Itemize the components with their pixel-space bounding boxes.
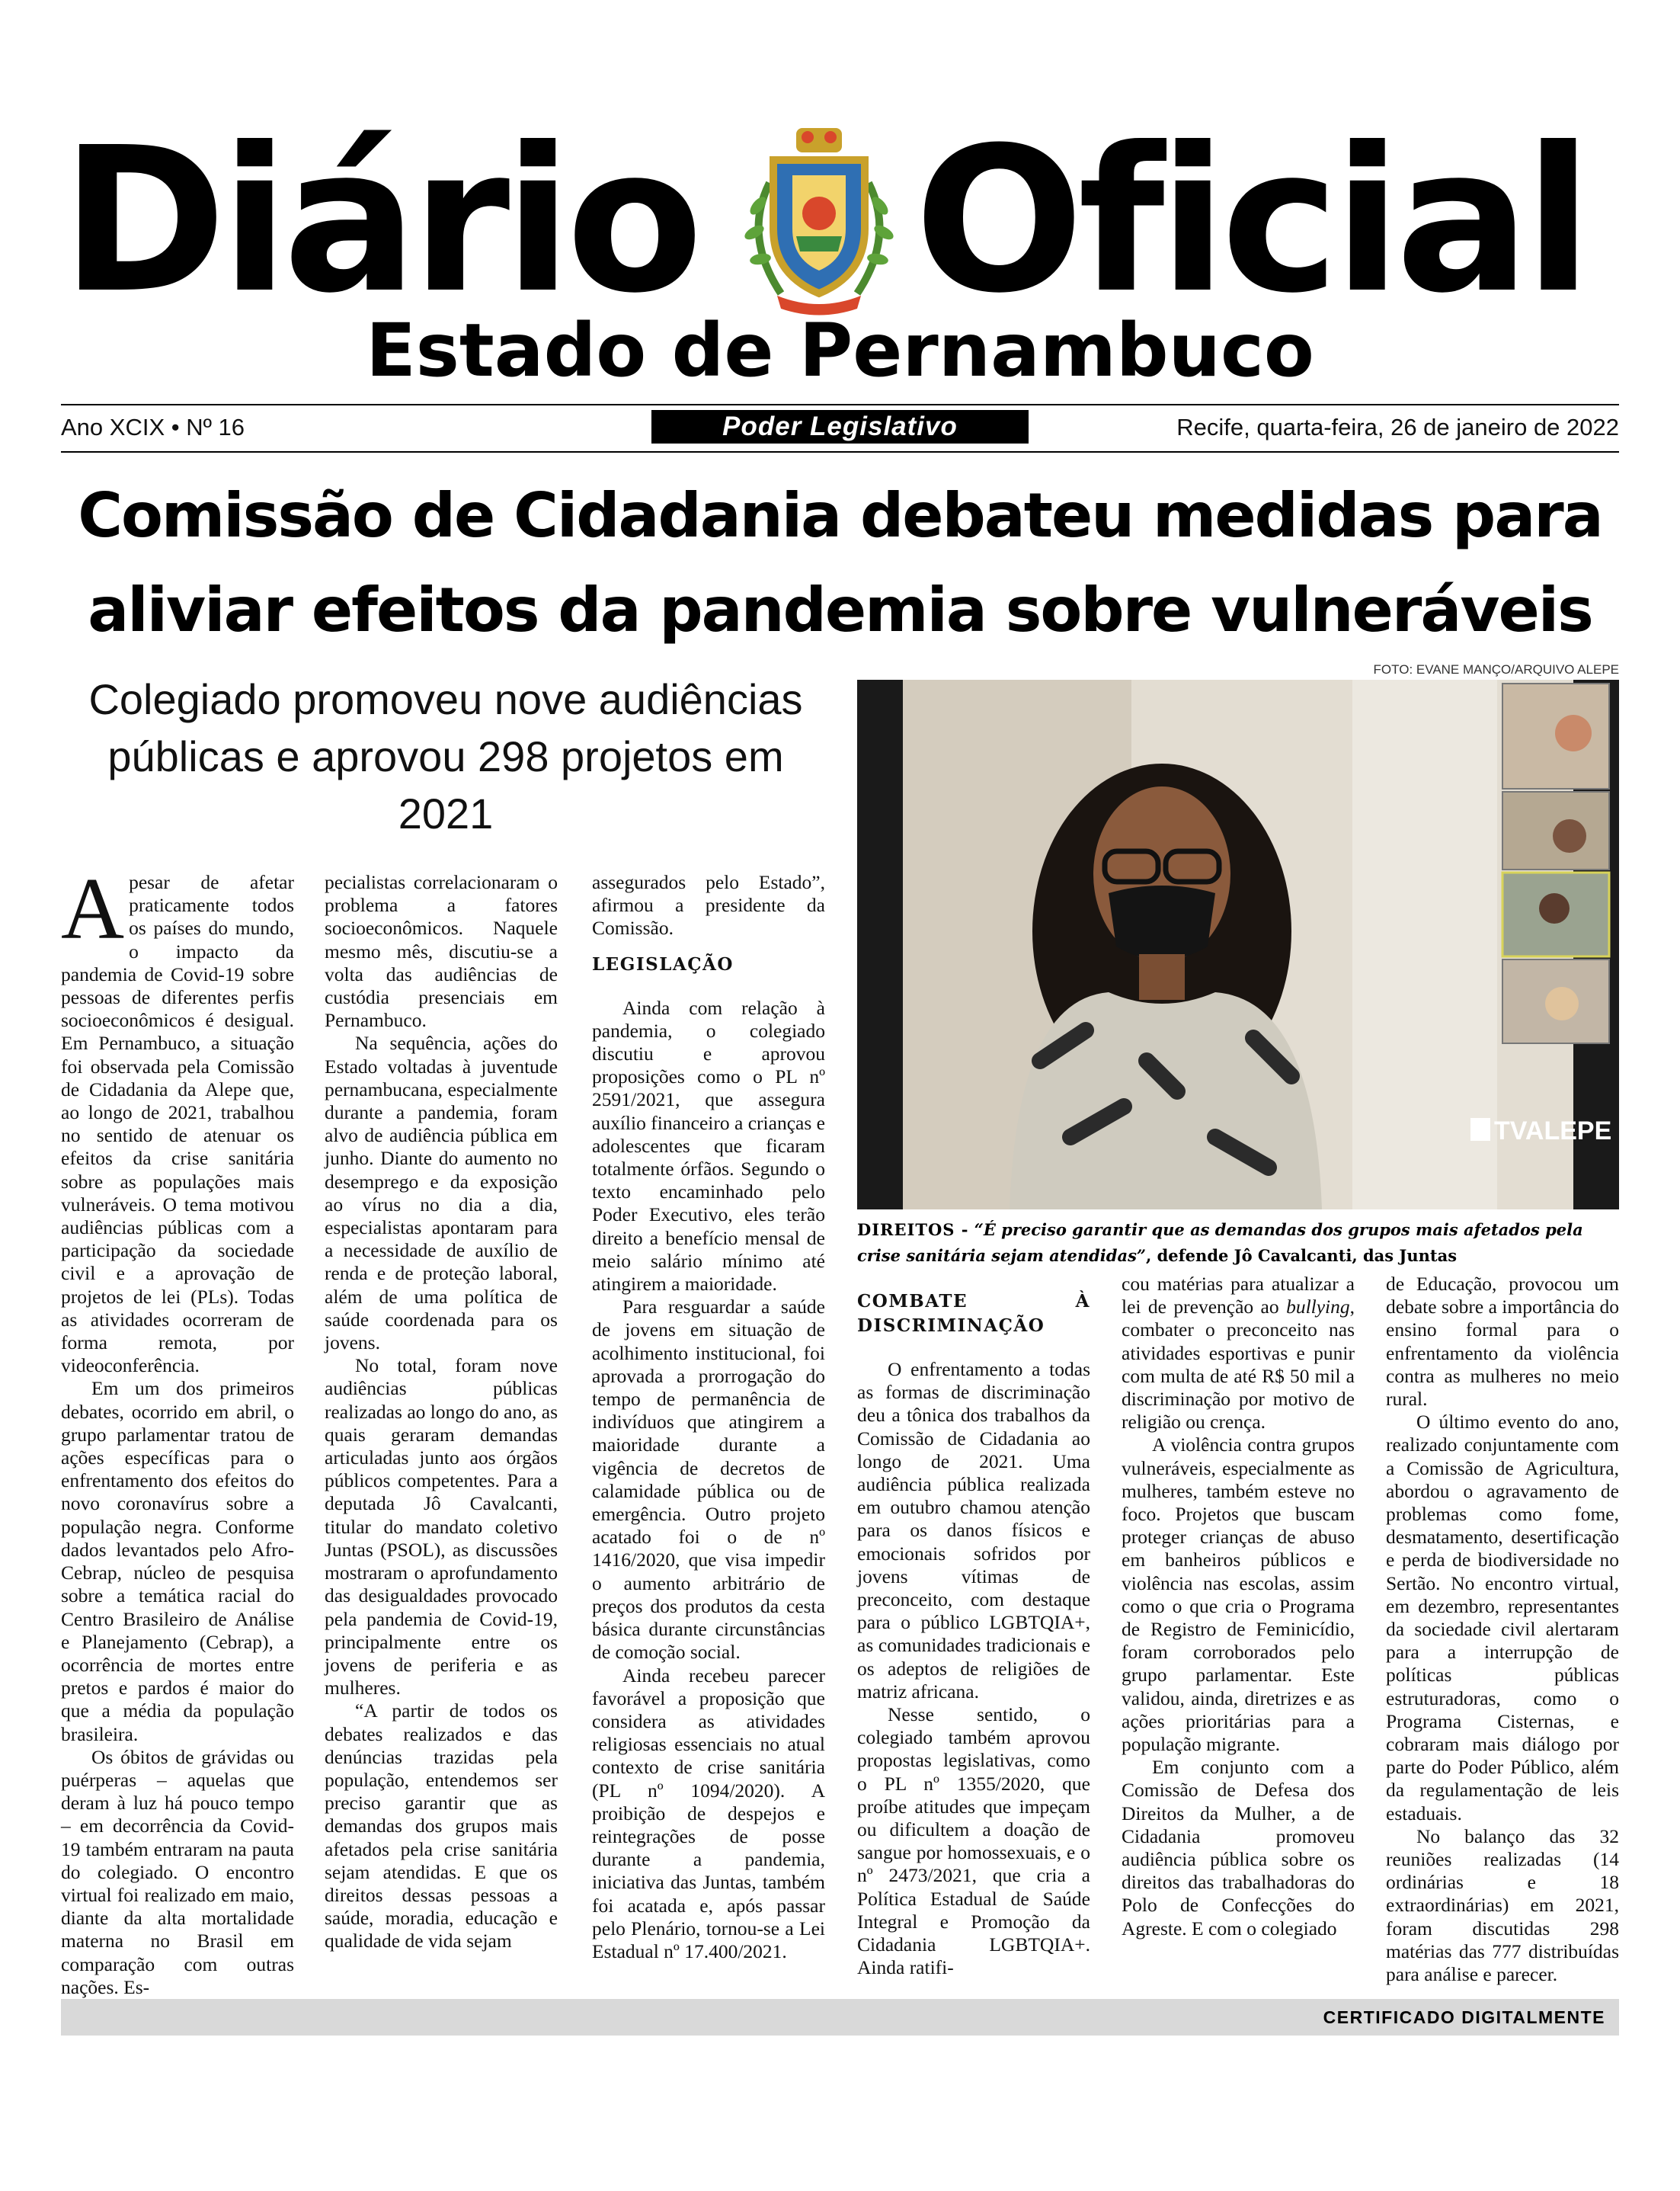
body-column-2	[325, 871, 558, 1953]
caption-quote: “É preciso garantir que as demandas dos grupos mais afetados pela crise sanitária sejam atendidas”	[857, 1220, 1583, 1265]
masthead-title-left: Diário	[61, 104, 698, 337]
body-column-4	[857, 1273, 1090, 1979]
body-column-5	[1122, 1273, 1355, 1940]
section-heading-discriminacao: COMBATE À DISCRIMINAÇÃO	[857, 1291, 1090, 1336]
paragraph: cou matérias para atualizar a lei de prevenção ao bullying, combater o preconceito nas atividades esportivas e punir com multa de até R$ 50 mil a discriminação por motivo de religião ou crença.	[1122, 1273, 1355, 1433]
paragraph: Na sequência, ações do Estado voltadas à juventude pernambucana, especialmente durante a pandemia, foram alvo de audiência pública em junho. Diante do aumento no desemprego e da exposição ao vírus no dia a dia, especialistas apontaram para a necessidade de auxílio de renda e de proteção laboral, além de uma política de saúde coordenada para os jovens.	[325, 1032, 558, 1354]
digital-certification-label: CERTIFICADO DIGITALMENTE	[1323, 2007, 1605, 2027]
paragraph: O enfrentamento a todas as formas de discriminação deu a tônica dos trabalhos da Comissão de Cidadania ao longo de 2021. Uma audiência pública realizada em outubro chamou atenção para os danos físicos e emocionais sofridos por jovens vítimas de preconceito, com destaque para o público LGBTQIA+, as comunidades tradicionais e os adeptos de religiões de matriz africana.	[857, 1358, 1090, 1703]
paragraph: Ainda recebeu parecer favorável a proposição que considera as atividades religiosas essenciais no atual contexto de crise sanitária (PL nº 1094/2020). A proibição de despejos e reintegrações de posse durante a pandemia, iniciativa das Juntas, também foi acatada e, após passar pelo Plenário, tornou-se a Lei Estadual nº 17.400/2021.	[592, 1664, 825, 1962]
body-column-6	[1386, 1273, 1619, 1986]
paragraph: O último evento do ano, realizado conjuntamente com a Comissão de Agricultura, abordou o agravamento de problemas como fome, desmatamento, desertificação e perda de biodiversidade no Sertão. No encontro virtual, em dezembro, representantes da sociedade civil alertaram para a interrupção de políticas públicas estruturadoras, como o Programa Cisternas, e cobraram mais diálogo por parte do Poder Público, além da regulamentação de leis estaduais.	[1386, 1411, 1619, 1824]
section-heading-legislacao: LEGISLAÇÃO	[592, 953, 734, 975]
paragraph: Em conjunto com a Comissão de Defesa dos Direitos da Mulher, a de Cidadania promoveu audiência pública sobre os direitos das trabalhadoras do Polo de Confecções do Agreste. E com o colegiado	[1122, 1756, 1355, 1940]
paragraph: No balanço das 32 reuniões realizadas (14 ordinárias e 18 extraordinárias) em 2021, foram discutidas 298 matérias das 777 distribuídas para análise e parecer.	[1386, 1824, 1619, 1986]
headline-line-2: aliviar efeitos da pandemia sobre vulneráveis	[88, 575, 1592, 645]
section-tag: Poder Legislativo	[651, 410, 1029, 444]
pernambuco-coat-of-arms-icon	[724, 122, 914, 320]
masthead-title-right: Oficial	[914, 104, 1587, 337]
headline-line-1: Comissão de Cidadania debateu medidas para	[78, 480, 1602, 551]
paragraph: de Educação, provocou um debate sobre a importância do ensino formal para o enfrentamento da violência contra as mulheres no meio rural.	[1386, 1273, 1619, 1411]
paragraph: Em um dos primeiros debates, ocorrido em abril, o grupo parlamentar tratou de ações específicas para o enfrentamento dos efeitos do novo coronavírus sobre a população negra. Conforme dados levantados pelo Afro-Cebrap, núcleo de pesquisa sobre a temática racial do Centro Brasileiro de Análise e Planejamento (Cebrap), a ocorrência de mortes entre pretos e pardos é maior do que a média da população brasileira.	[61, 1377, 294, 1745]
participant-thumbnails	[1502, 684, 1609, 1043]
paragraph: assegurados pelo Estado”, afirmou a presidente da Comissão.	[592, 871, 825, 940]
caption-label: DIREITOS -	[857, 1220, 969, 1239]
photo-caption	[857, 1217, 1619, 1269]
photo-credit: FOTO: EVANE MANÇO/ARQUIVO ALEPE	[1373, 662, 1619, 677]
emphasis-bullying: bullying	[1286, 1296, 1350, 1318]
paragraph: Para resguardar a saúde de jovens em situação de acolhimento institucional, foi aprovada a prorrogação do tempo de permanência de indivíduos que atingirem a maioridade durante a vigência de decretos de calamidade pública ou de emergência. Outro projeto acatado foi o de nº 1416/2020, que visa impedir o aumento arbitrário de preços dos produtos da cesta básica durante circunstâncias de comoção social.	[592, 1296, 825, 1664]
paragraph: Os óbitos de grávidas ou puérperas – aquelas que deram à luz há pouco tempo – em decorrência da Covid-19 também entraram na pauta do colegiado. O encontro virtual foi realizado em maio, diante da alta mortalidade materna no Brasil em comparação com outras nações. Es-	[61, 1745, 294, 1998]
paragraph: A violência contra grupos vulneráveis, especialmente as mulheres, também esteve no foco. Projetos que buscam proteger crianças de abuso em banheiros públicos e violência nas escolas, assim como o que cria o Programa de Registro de Feminicídio, foram corroborados pelo grupo parlamentar. Este validou, ainda, diretrizes e as ações prioritárias para a população migrante.	[1122, 1433, 1355, 1756]
video-call-illustration	[857, 680, 1619, 1209]
paragraph: Ainda com relação à pandemia, o colegiado discutiu e aprovou proposições como o PL nº 2591/2021, que assegura auxílio financeiro a crianças e adolescentes que ficaram totalmente órfãos. Segundo o texto encaminhado pelo Poder Executivo, eles terão direito a benefício mensal de meio salário mínimo até atingirem a maioridade.	[592, 996, 825, 1296]
tv-alepe-watermark: TVALEPE	[1494, 1116, 1612, 1145]
masthead-subtitle: Estado de Pernambuco	[366, 308, 1314, 393]
paragraph: No total, foram nove audiências públicas realizadas ao longo do ano, as quais geraram demandas articuladas junto aos órgãos públicos competentes. Para a deputada Jô Cavalcanti, titular do mandato coletivo Juntas (PSOL), as discussões mostraram o aprofundamento das desigualdades provocado pela pandemia de Covid-19, principalmente entre os jovens de periferia e as mulheres.	[325, 1354, 558, 1699]
dropcap: A	[61, 860, 125, 957]
paragraph: pecialistas correlacionaram o problema a fatores socioeconômicos. Naquele mesmo mês, discutiu-se a volta das audiências de custódia presenciais em Pernambuco.	[325, 871, 558, 1032]
info-bar	[61, 412, 1619, 444]
headline	[46, 469, 1634, 658]
body-column-1	[61, 860, 294, 1999]
edition-number: Ano XCIX • Nº 16	[61, 414, 245, 440]
body-column-3	[592, 871, 825, 1963]
deck: Colegiado promoveu nove audiências públicas e aprovou 298 projetos em 2021	[88, 675, 803, 838]
paragraph: “A partir de todos os debates realizados e das denúncias trazidas pela população, entendemos ser preciso garantir que as demandas dos grupos mais afetados pela crise sanitária sejam atendidas. E que os direitos dessas pessoas a saúde, moradia, educação e qualidade de vida sejam	[325, 1699, 558, 1952]
video-call-photo	[857, 680, 1619, 1209]
masthead-top-rule	[61, 404, 1619, 405]
paragraph: Nesse sentido, o colegiado também aprovou propostas legislativas, como o PL nº 1355/2020, que proíbe atitudes que impeçam ou dificultem a doação de sangue por homossexuais, e o nº 2473/2021, que cria a Política Estadual de Saúde Integral e Promoção da Cidadania LGBTQIA+. Ainda ratifi-	[857, 1703, 1090, 1979]
footer-bar	[61, 1999, 1619, 2036]
caption-attribution: , defende Jô Cavalcanti, das Juntas	[1145, 1246, 1458, 1265]
dateline: Recife, quarta-feira, 26 de janeiro de 2022	[1176, 414, 1619, 440]
masthead-bottom-rule	[61, 451, 1619, 453]
paragraph: Apesar de afetar praticamente todos os países do mundo, o impacto da pandemia de Covid-19 sobre pessoas de diferentes perfis socioeconômicos é desigual. Em Pernambuco, a situação foi observada pela Comissão de Cidadania da Alepe que, ao longo de 2021, trabalhou no sentido de atenuar os efeitos da crise sanitária sobre as populações mais vulneráveis. O tema motivou audiências públicas com a participação da sociedade civil e a aprovação de projetos de lei (PLs). Todas as atividades ocorreram de forma remota, por videoconferência.	[61, 860, 294, 1377]
